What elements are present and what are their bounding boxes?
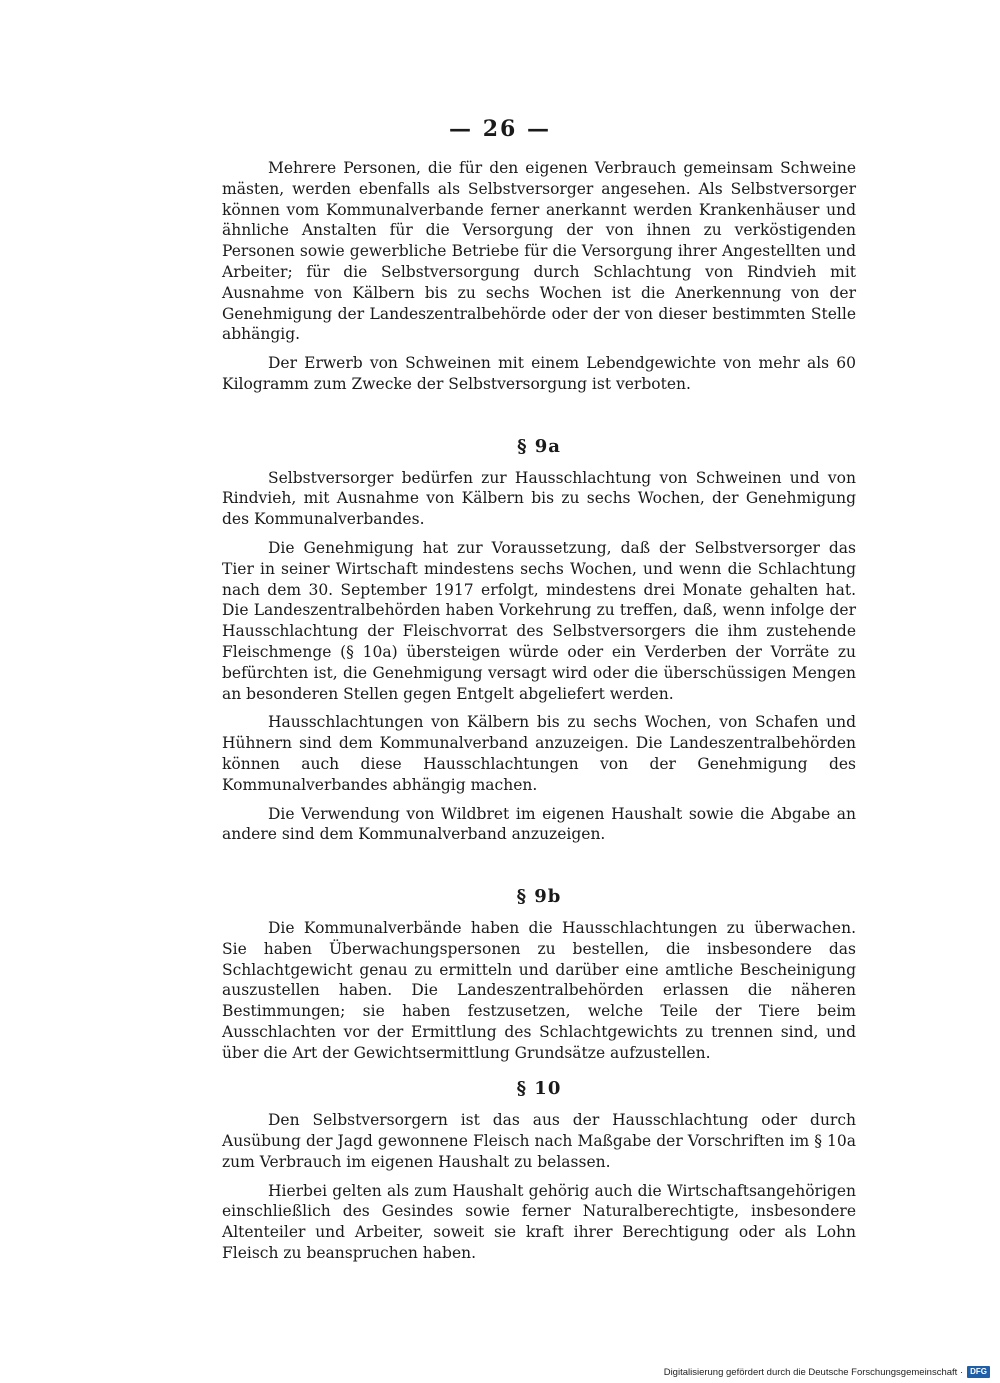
page-content [222, 158, 856, 1272]
page-number: — 26 — [449, 116, 551, 142]
section-9a-paragraph-4: Die Verwendung von Wildbret im eigenen Haushalt sowie die Abgabe an andere sind dem Kommunalverband anzuzeigen. [222, 804, 856, 844]
section-9a-paragraph-2: Die Genehmigung hat zur Voraussetzung, daß der Selbstversorger das Tier in seiner Wirtschaft mindestens sechs Wochen, und wenn die Schlachtung nach dem 30. September 1917 erfolgt, mindestens drei Monate gehalten hat. Die Landeszentralbehörden haben Vorkehrung zu treffen, daß, wenn infolge der Hausschlachtung der Fleischvorrat des Selbstversorgers die ihm zustehende Fleischmenge (§ 10a) übersteigen würde oder ein Verderben der Vorräte zu befürchten ist, die Genehmigung versagt wird oder die überschüssigen Mengen an besonderen Stellen gegen Entgelt abgeliefert werden. [222, 538, 856, 703]
section-heading-9b: § 9b [516, 886, 562, 908]
section-9a-paragraph-1: Selbstversorger bedürfen zur Hausschlachtung von Schweinen und von Rindvieh, mit Ausnahme von Kälbern bis zu sechs Wochen, der Genehmigung des Kommunalverbandes. [222, 468, 856, 529]
footer-text: Digitalisierung gefördert durch die Deutsche Forschungsgemeinschaft · [663, 1367, 964, 1378]
section-heading-10: § 10 [516, 1078, 562, 1100]
section-9b-paragraph-1: Die Kommunalverbände haben die Hausschlachtungen zu überwachen. Sie haben Überwachungspersonen zu bestellen, die insbesondere das Schlachtgewicht genau zu ermitteln und darüber eine amtliche Bescheinigung auszustellen haben. Die Landeszentralbehörden erlassen die näheren Bestimmungen; sie haben festzusetzen, welche Teile der Tiere beim Ausschlachten vor der Ermittlung des Schlachtgewichts zu trennen sind, und über die Art der Gewichtsermittlung Grundsätze aufzustellen. [222, 918, 856, 1062]
section-heading-9a: § 9a [517, 435, 561, 457]
dfg-logo-icon: DFG [967, 1366, 990, 1378]
intro-paragraph-2: Der Erwerb von Schweinen mit einem Lebendgewichte von mehr als 60 Kilogramm zum Zwecke der Selbstversorgung ist verboten. [222, 354, 856, 393]
digitization-footer [610, 1366, 990, 1380]
section-10-paragraph-2: Hierbei gelten als zum Haushalt gehörig auch die Wirtschaftsangehörigen einschließlich des Gesindes sowie ferner Naturalberechtigte, insbesondere Altenteiler und Arbeiter, soweit sie kraft ihrer Berechtigung oder als Lohn Fleisch zu beanspruchen haben. [222, 1181, 856, 1263]
section-10-paragraph-1: Den Selbstversorgern ist das aus der Hausschlachtung oder durch Ausübung der Jagd gewonnene Fleisch nach Maßgabe der Vorschriften im § 10a zum Verbrauch im eigenen Haushalt zu belassen. [222, 1111, 856, 1171]
section-9a-paragraph-3: Hausschlachtungen von Kälbern bis zu sechs Wochen, von Schafen und Hühnern sind dem Kommunalverband anzuzeigen. Die Landeszentralbehörden können auch diese Hausschlachtungen von der Genehmigung des Kommunalverbandes abhängig machen. [222, 713, 856, 794]
intro-paragraph-1: Mehrere Personen, die für den eigenen Verbrauch gemeinsam Schweine mästen, werden ebenfalls als Selbstversorger angesehen. Als Selbstversorger können vom Kommunalverbande ferner anerkannt werden Krankenhäuser und ähnliche Anstalten für die Versorgung der von ihnen zu verköstigenden Personen sowie gewerbliche Betriebe für die Versorgung ihrer Angestellten und Arbeiter; für die Selbstversorgung durch Schlachtung von Rindvieh mit Ausnahme von Kälbern bis zu sechs Wochen ist die Anerkennung von der Genehmigung der Landeszentralbehörde oder der von dieser bestimmten Stelle abhängig. [222, 159, 856, 344]
